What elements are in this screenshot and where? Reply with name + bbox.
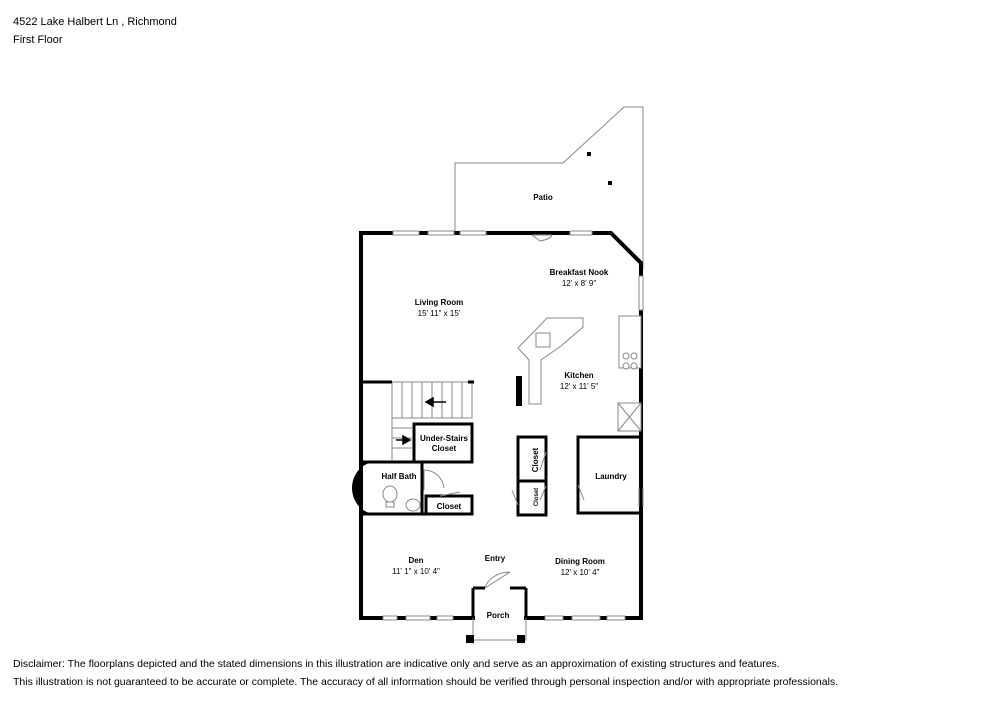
patio-post: [587, 152, 591, 156]
closet-hall-label: Closet: [436, 502, 462, 511]
patio-outline: [455, 107, 643, 270]
half-bath-label: Half Bath: [381, 472, 417, 481]
closet-upper-label: Closet: [531, 447, 540, 473]
breakfast-nook-label: Breakfast Nook: [549, 268, 609, 277]
property-address: 4522 Lake Halbert Ln , Richmond: [13, 16, 177, 28]
floor-label: First Floor: [13, 34, 63, 46]
laundry-label: Laundry: [595, 472, 627, 481]
dining-room-label: Dining Room: [555, 557, 605, 566]
living-room-dims: 15' 11" x 15': [417, 309, 461, 318]
disclaimer-line-1: Disclaimer: The floorplans depicted and the stated dimensions in this illustration are indicative only and serve as an approximation of existing structures and features.: [13, 658, 780, 670]
porch-label: Porch: [486, 611, 510, 620]
den-dims: 11' 1" x 10' 4": [392, 567, 440, 576]
kitchen-dims: 12' x 11' 5": [559, 382, 599, 391]
porch-post: [517, 635, 525, 643]
closet-lower-label: Closet: [534, 487, 540, 507]
sink-icon: [406, 499, 420, 511]
patio-label: Patio: [533, 193, 553, 202]
kitchen-label: Kitchen: [564, 371, 594, 380]
dining-room-dims: 12' x 10' 4": [560, 568, 600, 577]
patio-post: [608, 181, 612, 185]
breakfast-nook-dims: 12' x 8' 9": [561, 279, 597, 288]
living-room-label: Living Room: [414, 298, 464, 307]
den-label: Den: [408, 556, 424, 565]
porch-post: [466, 635, 474, 643]
disclaimer-line-2: This illustration is not guaranteed to be accurate or complete. The accuracy of all information should be verified through personal inspection and/or with appropriate professionals.: [13, 676, 839, 688]
under-stairs-closet-label: Under-Stairs: [419, 434, 469, 443]
patio-door: [532, 235, 552, 241]
under-stairs-closet-label: Closet: [431, 444, 457, 453]
entry-label: Entry: [484, 554, 506, 563]
toilet-icon: [383, 486, 397, 507]
half-bath-wall: [352, 462, 376, 514]
kitchen-wall-stub: [516, 376, 522, 406]
